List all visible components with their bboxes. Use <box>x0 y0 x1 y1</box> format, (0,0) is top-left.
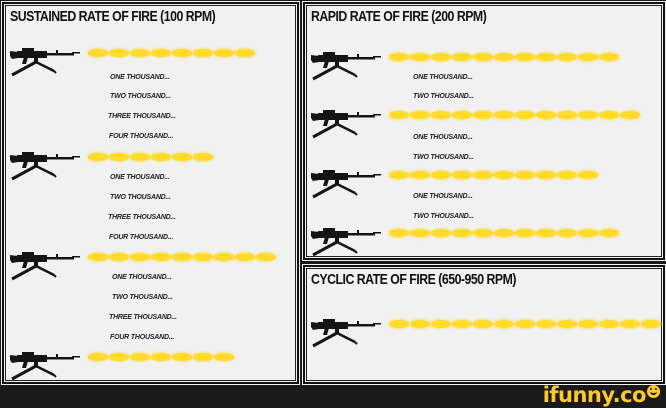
tracer-round-icon <box>214 49 234 57</box>
count-label: FOUR THOUSAND... <box>109 133 174 140</box>
machine-gun-icon <box>309 49 385 83</box>
tracer-round-icon <box>88 253 108 261</box>
bullet-stream <box>389 53 619 63</box>
tracer-round-icon <box>214 353 234 361</box>
tracer-round-icon <box>235 49 255 57</box>
count-label: ONE THOUSAND... <box>112 274 172 281</box>
count-label: TWO THOUSAND... <box>110 93 171 100</box>
tracer-round-icon <box>431 229 451 237</box>
tracer-round-icon <box>151 353 171 361</box>
tracer-round-icon <box>88 49 108 57</box>
tracer-round-icon <box>151 253 171 261</box>
tracer-round-icon <box>410 111 430 119</box>
machine-gun-icon <box>8 349 84 383</box>
panel-title: CYCLIC RATE OF FIRE (650-950 RPM) <box>311 271 516 288</box>
tracer-round-icon <box>389 171 409 179</box>
tracer-round-icon <box>151 49 171 57</box>
tracer-round-icon <box>557 320 577 328</box>
tracer-round-icon <box>130 153 150 161</box>
tracer-round-icon <box>578 320 598 328</box>
burst-row <box>309 107 666 141</box>
count-label: ONE THOUSAND... <box>413 74 473 81</box>
tracer-round-icon <box>431 111 451 119</box>
tracer-round-icon <box>494 111 514 119</box>
tracer-round-icon <box>557 229 577 237</box>
tracer-round-icon <box>473 111 493 119</box>
tracer-round-icon <box>536 229 556 237</box>
tracer-round-icon <box>389 320 409 328</box>
tracer-round-icon <box>641 320 661 328</box>
tracer-round-icon <box>578 229 598 237</box>
tracer-round-icon <box>109 353 129 361</box>
tracer-round-icon <box>172 49 192 57</box>
machine-gun-icon <box>309 107 385 141</box>
bullet-stream <box>389 111 640 121</box>
tracer-round-icon <box>494 53 514 61</box>
smiley-icon <box>647 385 660 398</box>
tracer-round-icon <box>256 253 276 261</box>
count-label: TWO THOUSAND... <box>413 93 474 100</box>
tracer-round-icon <box>452 171 472 179</box>
tracer-round-icon <box>599 229 619 237</box>
tracer-round-icon <box>557 111 577 119</box>
tracer-round-icon <box>473 229 493 237</box>
tracer-round-icon <box>431 171 451 179</box>
tracer-round-icon <box>389 53 409 61</box>
tracer-round-icon <box>151 153 171 161</box>
tracer-round-icon <box>130 253 150 261</box>
tracer-round-icon <box>536 320 556 328</box>
tracer-round-icon <box>557 53 577 61</box>
cyclic-fire-panel <box>303 265 665 384</box>
tracer-round-icon <box>494 320 514 328</box>
machine-gun-icon <box>309 167 385 201</box>
machine-gun-icon <box>309 316 385 350</box>
tracer-round-icon <box>88 153 108 161</box>
tracer-round-icon <box>578 171 598 179</box>
tracer-round-icon <box>452 320 472 328</box>
panel-title: RAPID RATE OF FIRE (200 RPM) <box>311 8 487 25</box>
tracer-round-icon <box>515 320 535 328</box>
bullet-stream <box>389 171 598 181</box>
tracer-round-icon <box>536 171 556 179</box>
tracer-round-icon <box>410 229 430 237</box>
tracer-round-icon <box>515 111 535 119</box>
machine-gun-icon <box>8 249 84 283</box>
tracer-round-icon <box>473 320 493 328</box>
tracer-round-icon <box>193 253 213 261</box>
tracer-round-icon <box>515 171 535 179</box>
tracer-round-icon <box>172 253 192 261</box>
bullet-stream <box>389 229 619 239</box>
count-label: ONE THOUSAND... <box>110 74 170 81</box>
tracer-round-icon <box>172 353 192 361</box>
tracer-round-icon <box>130 49 150 57</box>
count-label: TWO THOUSAND... <box>112 294 173 301</box>
count-label: FOUR THOUSAND... <box>109 234 174 241</box>
tracer-round-icon <box>214 253 234 261</box>
tracer-round-icon <box>452 111 472 119</box>
tracer-round-icon <box>130 353 150 361</box>
count-label: THREE THOUSAND... <box>108 113 176 120</box>
tracer-round-icon <box>620 111 640 119</box>
burst-row <box>309 49 666 83</box>
count-label: ONE THOUSAND... <box>110 174 170 181</box>
tracer-round-icon <box>515 53 535 61</box>
tracer-round-icon <box>599 320 619 328</box>
tracer-round-icon <box>389 111 409 119</box>
tracer-round-icon <box>515 229 535 237</box>
watermark-text: ifunny.co <box>542 383 646 407</box>
tracer-round-icon <box>473 171 493 179</box>
tracer-round-icon <box>599 111 619 119</box>
tracer-round-icon <box>536 111 556 119</box>
tracer-round-icon <box>235 253 255 261</box>
tracer-round-icon <box>410 53 430 61</box>
tracer-round-icon <box>109 253 129 261</box>
machine-gun-icon <box>8 149 84 183</box>
tracer-round-icon <box>389 229 409 237</box>
tracer-round-icon <box>431 320 451 328</box>
tracer-round-icon <box>431 53 451 61</box>
count-label: TWO THOUSAND... <box>110 194 171 201</box>
burst-row <box>309 167 666 201</box>
tracer-round-icon <box>578 53 598 61</box>
tracer-round-icon <box>536 53 556 61</box>
burst-row <box>8 349 301 383</box>
count-label: TWO THOUSAND... <box>413 154 474 161</box>
tracer-round-icon <box>193 49 213 57</box>
tracer-round-icon <box>88 353 108 361</box>
tracer-round-icon <box>172 153 192 161</box>
tracer-round-icon <box>473 53 493 61</box>
count-label: FOUR THOUSAND... <box>110 334 175 341</box>
count-label: TWO THOUSAND... <box>413 213 474 220</box>
tracer-round-icon <box>452 229 472 237</box>
burst-row <box>309 225 666 259</box>
rapid-fire-panel <box>303 2 665 260</box>
tracer-round-icon <box>109 153 129 161</box>
panel-title: SUSTAINED RATE OF FIRE (100 RPM) <box>10 8 216 25</box>
tracer-round-icon <box>452 53 472 61</box>
burst-row <box>309 316 666 350</box>
tracer-round-icon <box>620 320 640 328</box>
tracer-round-icon <box>494 229 514 237</box>
bullet-stream <box>389 320 661 330</box>
tracer-round-icon <box>193 153 213 161</box>
tracer-round-icon <box>494 171 514 179</box>
watermark <box>543 383 660 407</box>
bullet-stream <box>88 153 213 163</box>
bullet-stream <box>88 253 276 263</box>
tracer-round-icon <box>410 320 430 328</box>
count-label: ONE THOUSAND... <box>413 134 473 141</box>
bullet-stream <box>88 49 255 59</box>
count-label: THREE THOUSAND... <box>109 314 177 321</box>
tracer-round-icon <box>410 171 430 179</box>
bullet-stream <box>88 353 234 363</box>
count-label: THREE THOUSAND... <box>108 214 176 221</box>
tracer-round-icon <box>599 53 619 61</box>
sustained-fire-panel <box>2 2 299 384</box>
machine-gun-icon <box>309 225 385 259</box>
count-label: ONE THOUSAND... <box>413 193 473 200</box>
tracer-round-icon <box>193 353 213 361</box>
machine-gun-icon <box>8 45 84 79</box>
tracer-round-icon <box>109 49 129 57</box>
tracer-round-icon <box>557 171 577 179</box>
tracer-round-icon <box>578 111 598 119</box>
